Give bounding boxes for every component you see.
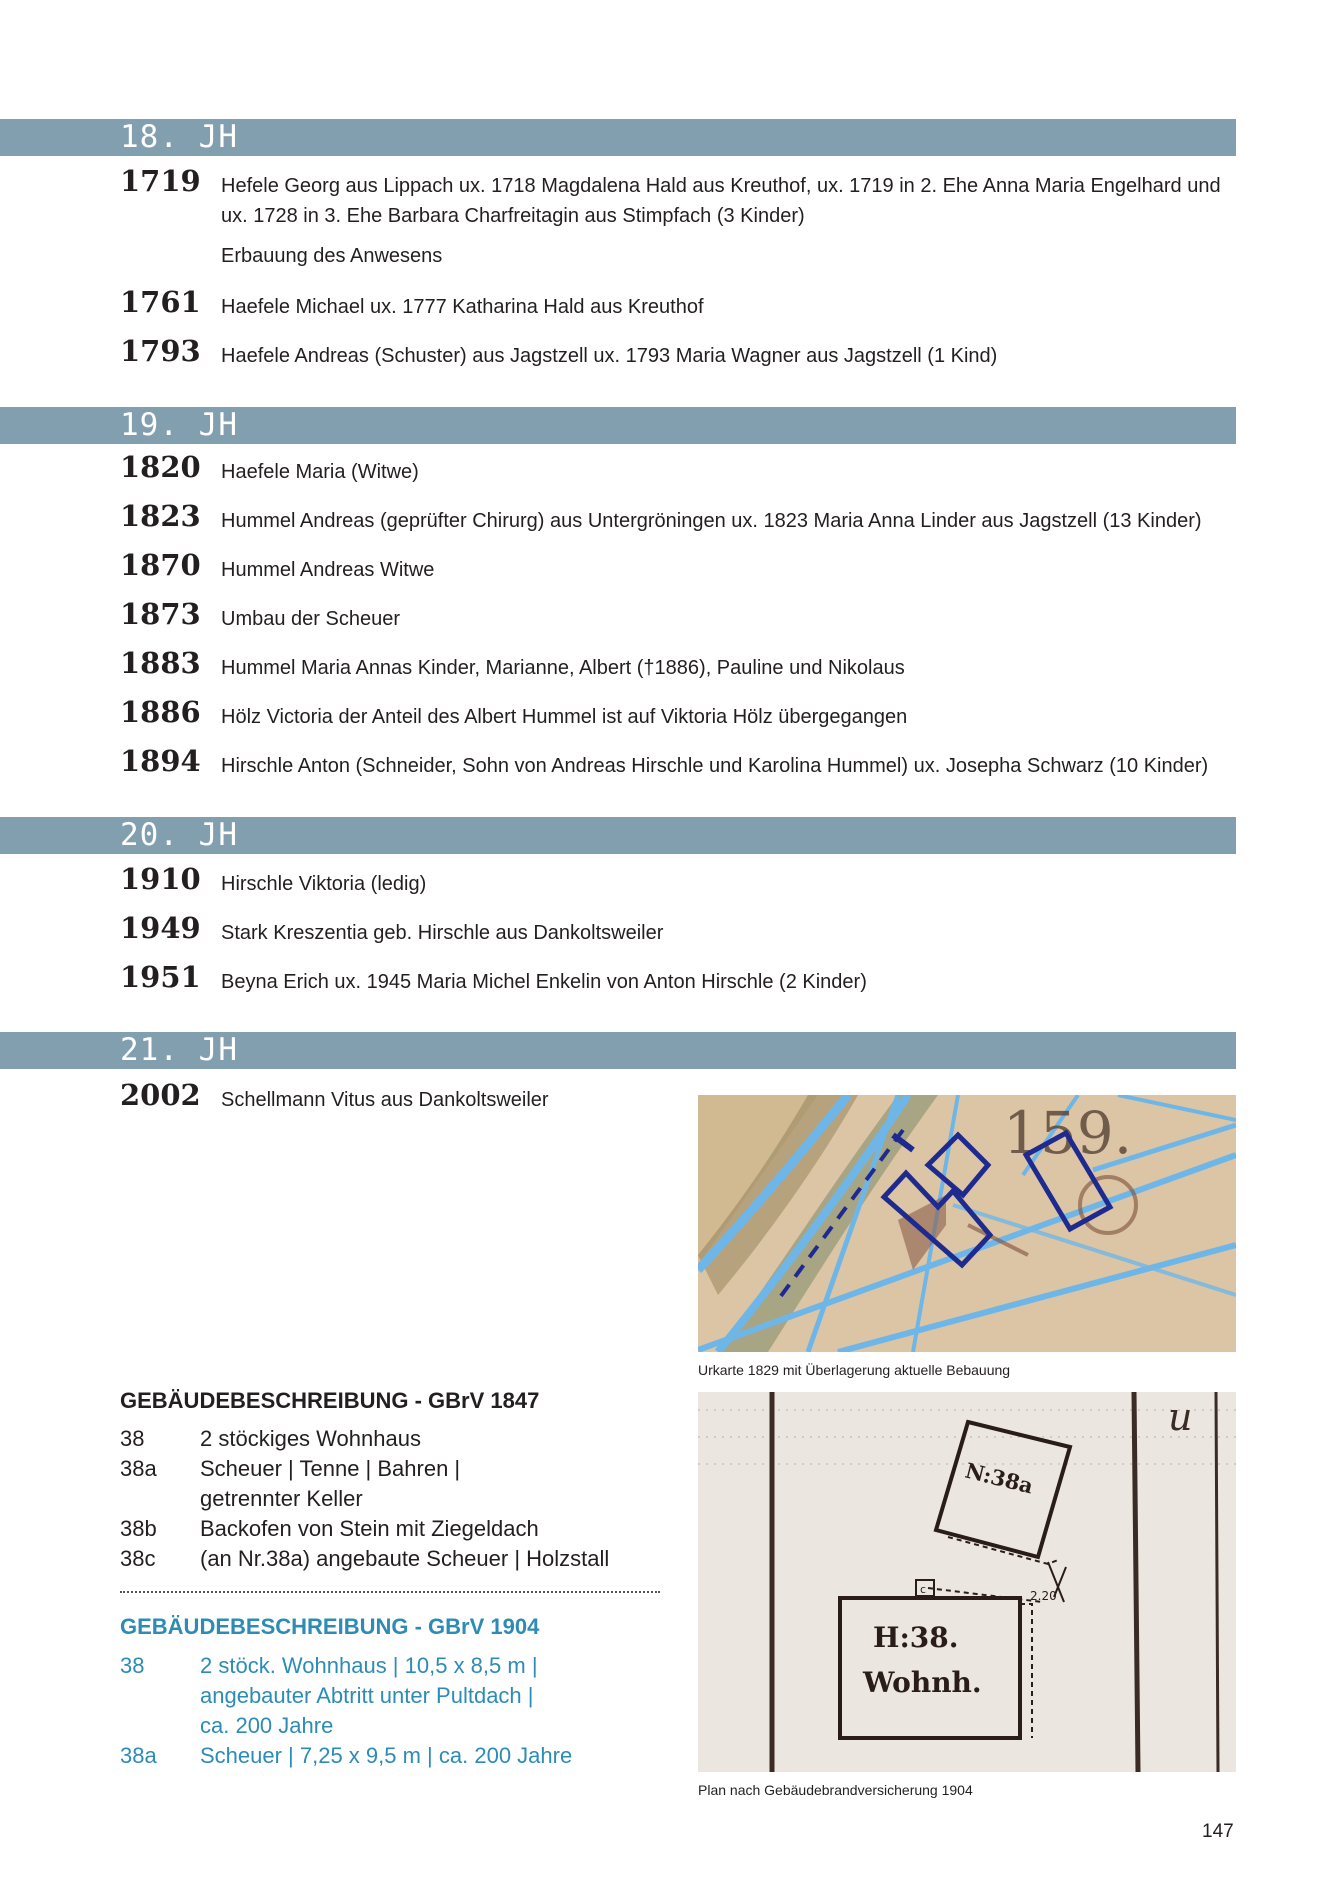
entry-year: 1886 <box>120 695 201 729</box>
plan-label-38: H:38. <box>873 1621 959 1654</box>
fire-insurance-plan-1904 <box>698 1392 1236 1772</box>
section-header-19jh <box>0 407 1236 444</box>
section-header-21jh <box>0 1032 1236 1069</box>
section-title: 20. JH <box>120 817 238 853</box>
entry-text: Hummel Maria Annas Kinder, Marianne, Albert (†1886), Pauline und Nikolaus <box>221 657 905 679</box>
entry-text: Hummel Andreas (geprüfter Chirurg) aus Untergröningen ux. 1823 Maria Anna Linder aus Jagstzell (13 Kinder) <box>221 510 1202 532</box>
building-text: Scheuer | 7,25 x 9,5 m | ca. 200 Jahre <box>200 1743 573 1768</box>
section-title: 21. JH <box>120 1032 238 1068</box>
building-code: 38 <box>120 1426 145 1451</box>
entry-text: Haefele Michael ux. 1777 Katharina Hald aus Kreuthof <box>221 296 704 318</box>
entry-text: Beyna Erich ux. 1945 Maria Michel Enkelin von Anton Hirschle (2 Kinder) <box>221 971 867 993</box>
entry-1951 <box>120 960 1240 997</box>
plan-label-dimension: 2.20 <box>1030 1589 1057 1603</box>
section-header-18jh <box>0 119 1236 156</box>
entry-year: 1793 <box>120 334 201 368</box>
section-header-20jh <box>0 817 1236 854</box>
building-code: 38b <box>120 1516 157 1541</box>
description-1847-heading: GEBÄUDEBESCHREIBUNG - GBrV 1847 <box>120 1388 540 1413</box>
entry-1894 <box>120 744 1240 781</box>
dotted-divider <box>120 1591 660 1593</box>
entry-1883 <box>120 646 1240 683</box>
entry-note: Erbauung des Anwesens <box>221 245 443 267</box>
description-1847-row <box>120 1424 660 1454</box>
entry-text: Stark Kreszentia geb. Hirschle aus Dankoltsweiler <box>221 922 664 944</box>
page-number: 147 <box>1202 1821 1234 1842</box>
cadastral-map-1829 <box>698 1095 1236 1352</box>
description-1847-row <box>120 1544 660 1574</box>
entry-text: Hirschle Viktoria (ledig) <box>221 873 427 895</box>
entry-1793 <box>120 334 1240 371</box>
entry-text: Haefele Andreas (Schuster) aus Jagstzell ux. 1793 Maria Wagner aus Jagstzell (1 Kind) <box>221 345 998 367</box>
entry-year: 1910 <box>120 862 201 896</box>
building-text: 2 stöckiges Wohnhaus <box>200 1426 421 1451</box>
entry-1873 <box>120 597 1240 634</box>
entry-year: 1873 <box>120 597 201 631</box>
entry-1719 <box>120 164 1240 231</box>
plan-illustration <box>698 1392 1236 1772</box>
entry-text: Hummel Andreas Witwe <box>221 559 435 581</box>
entry-text: Schellmann Vitus aus Dankoltsweiler <box>221 1089 549 1111</box>
entry-year: 1823 <box>120 499 201 533</box>
entry-text: Hirschle Anton (Schneider, Sohn von Andreas Hirschle und Karolina Hummel) ux. Josepha Schwarz (10 Kinder) <box>221 755 1209 777</box>
description-1847-row <box>120 1454 660 1514</box>
building-text: Scheuer | Tenne | Bahren | <box>200 1456 461 1481</box>
entry-text: Haefele Maria (Witwe) <box>221 461 419 483</box>
entry-1823 <box>120 499 1240 536</box>
map-illustration <box>698 1095 1236 1352</box>
description-1904-row <box>120 1651 660 1741</box>
building-text-continued: getrennter Keller <box>200 1486 363 1511</box>
entry-year: 1870 <box>120 548 201 582</box>
entry-text: Hölz Victoria der Anteil des Albert Hummel ist auf Viktoria Hölz übergegangen <box>221 706 908 728</box>
entry-text: Hefele Georg aus Lippach ux. 1718 Magdalena Hald aus Kreuthof, ux. 1719 in 2. Ehe Anna Maria Engelhard und ux. 1728 in 3. Ehe Barbara Charfreitagin aus Stimpfach (3 Kinder) <box>221 175 1221 227</box>
description-1904-heading: GEBÄUDEBESCHREIBUNG - GBrV 1904 <box>120 1614 540 1639</box>
building-text-continued: ca. 200 Jahre <box>200 1713 334 1738</box>
entry-year: 1951 <box>120 960 201 994</box>
plan-label-c: c <box>920 1583 927 1596</box>
section-title: 19. JH <box>120 407 238 443</box>
building-code: 38a <box>120 1743 157 1768</box>
entry-text: Umbau der Scheuer <box>221 608 400 630</box>
entry-year: 1894 <box>120 744 201 778</box>
entry-year: 1761 <box>120 285 201 319</box>
building-code: 38a <box>120 1456 157 1481</box>
building-text-continued: angebauter Abtritt unter Pultdach | <box>200 1683 534 1708</box>
building-text: Backofen von Stein mit Ziegeldach <box>200 1516 539 1541</box>
entry-year: 1949 <box>120 911 201 945</box>
building-code: 38 <box>120 1653 145 1678</box>
plan-label-wohnh: Wohnh. <box>863 1666 982 1699</box>
section-title: 18. JH <box>120 119 238 155</box>
entry-1886 <box>120 695 1240 732</box>
entry-1949 <box>120 911 1240 948</box>
entry-1870 <box>120 548 1240 585</box>
entry-1761 <box>120 285 1240 322</box>
entry-year: 1719 <box>120 164 201 198</box>
description-1847-row <box>120 1514 660 1544</box>
map-caption: Urkarte 1829 mit Überlagerung aktuelle Bebauung <box>698 1362 1011 1378</box>
description-1904-row <box>120 1741 660 1771</box>
plan-caption: Plan nach Gebäudebrandversicherung 1904 <box>698 1782 973 1798</box>
plan-corner-text: u <box>1168 1395 1193 1439</box>
entry-year: 1820 <box>120 450 201 484</box>
entry-1910 <box>120 862 1240 899</box>
entry-year: 1883 <box>120 646 201 680</box>
entry-year: 2002 <box>120 1078 201 1112</box>
parcel-number: 159. <box>1003 1099 1133 1167</box>
plan-label-38a: N:38a <box>962 1457 1036 1499</box>
building-code: 38c <box>120 1546 156 1571</box>
building-text: (an Nr.38a) angebaute Scheuer | Holzstall <box>200 1546 610 1571</box>
entry-2002 <box>120 1078 660 1115</box>
entry-1820 <box>120 450 1240 487</box>
building-text: 2 stöck. Wohnhaus | 10,5 x 8,5 m | <box>200 1653 538 1678</box>
